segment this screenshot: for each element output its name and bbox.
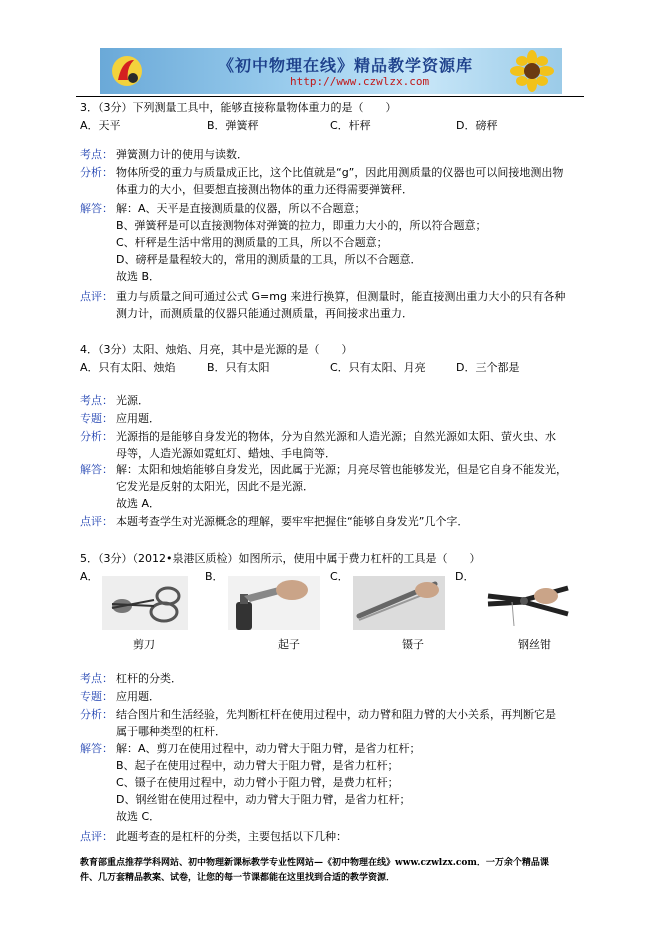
kaodian-label: 考点： — [80, 148, 113, 161]
page-footer: 教育部重点推荐学科网站、初中物理新课标教学专业性网站—《初中物理在线》www.czwlzx.com．一万余个精品课 件、几万套精品教案、试卷，让您的每一节课都能在这里找到合适的教学资源． — [80, 858, 549, 883]
q4-stem: 4．（3分）太阳、烛焰、月亮，其中是光源的是（ ） — [80, 343, 353, 356]
banner-title: 《初中物理在线》精品教学资源库 — [218, 56, 474, 75]
q3-option-c: C．杆秤 — [330, 119, 371, 132]
pliers-icon — [484, 574, 572, 630]
q4-option-a: A．只有太阳、烛焰 — [80, 361, 176, 374]
q4-option-b: B．只有太阳 — [207, 361, 270, 374]
q5-option-a-letter: A． — [80, 570, 99, 583]
q3-option-b: B．弹簧秤 — [207, 119, 259, 132]
q5-stem: 5．（3分）（2012•泉港区质检）如图所示，使用中属于费力杠杆的工具是（ ） — [80, 552, 481, 565]
site-logo-icon — [110, 54, 144, 88]
tweezers-image — [353, 576, 445, 630]
dianping-label: 点评： — [80, 290, 113, 303]
q5-option-c-letter: C． — [330, 570, 349, 583]
banner-url[interactable]: http://www.czwlzx.com — [290, 75, 430, 88]
caption-pliers: 钢丝钳 — [518, 638, 551, 651]
q3-option-a: A．天平 — [80, 119, 121, 132]
caption-scissors: 剪刀 — [133, 638, 155, 651]
scissors-icon — [102, 576, 188, 630]
scissors-image — [102, 576, 188, 630]
caption-bottle-opener: 起子 — [278, 638, 300, 651]
fenxi-label: 分析： — [80, 166, 113, 179]
q5-option-d-letter: D． — [455, 570, 475, 583]
pliers-image — [484, 574, 572, 630]
q3-stem: 3．（3分）下列测量工具中，能够直接称量物体重力的是（ ） — [80, 101, 397, 114]
q4-option-d: D．三个都是 — [456, 361, 520, 374]
jieda-label: 解答： — [80, 202, 113, 215]
bottle-opener-image — [228, 576, 320, 630]
header-rule — [76, 96, 584, 97]
sunflower-icon — [508, 50, 556, 92]
bottle-opener-icon — [228, 576, 320, 630]
header-banner — [100, 48, 562, 94]
tweezers-icon — [353, 576, 445, 630]
q4-option-c: C．只有太阳、月亮 — [330, 361, 426, 374]
q3-option-d: D．磅秤 — [456, 119, 498, 132]
caption-tweezers: 镊子 — [402, 638, 424, 651]
q5-option-b-letter: B． — [205, 570, 224, 583]
